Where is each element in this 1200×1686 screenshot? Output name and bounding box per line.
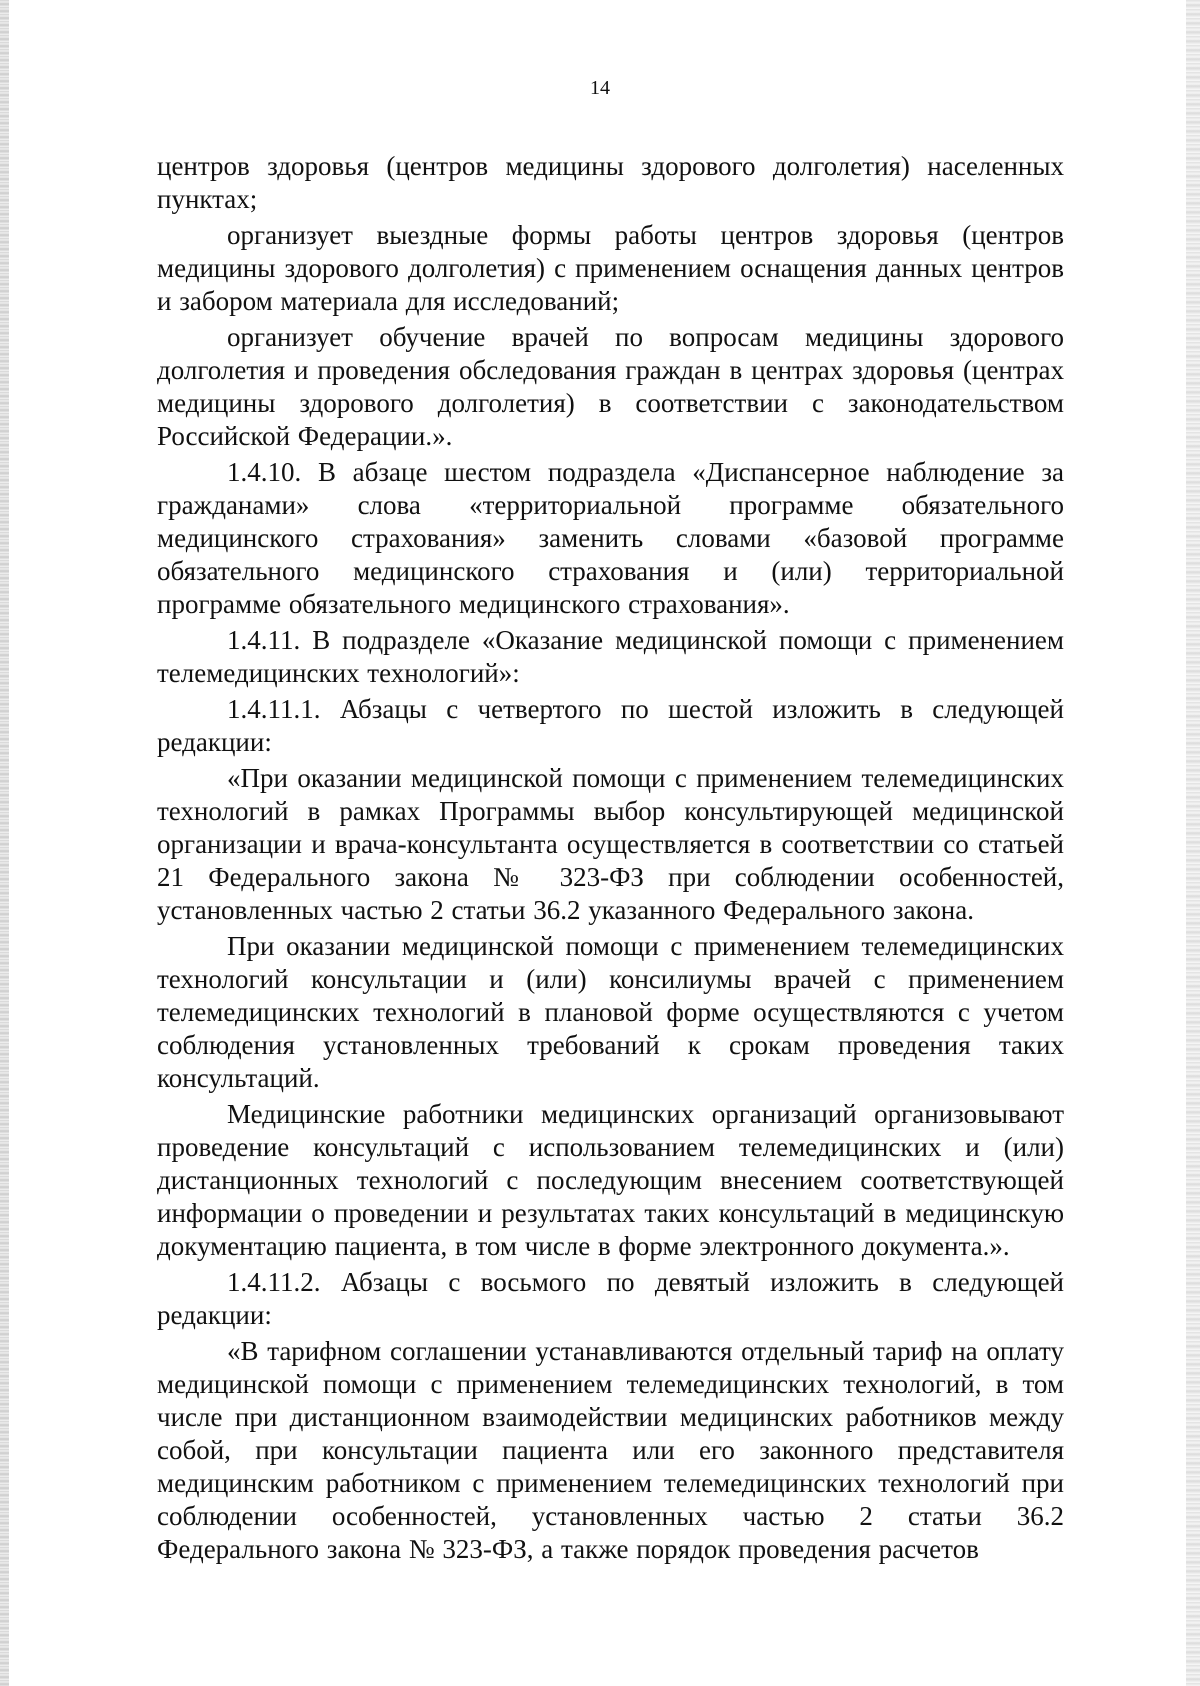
paragraph-1-4-11-1: 1.4.11.1. Абзацы с четвертого по шестой изложить в следующей редакции:	[157, 694, 1064, 757]
paragraph-doctor-training: организует обучение врачей по вопросам медицины здорового долголетия и проведения обследования граждан в центрах здоровья (центрах медицины здорового долголетия) в соответствии с законодательством Российской Федерации.».	[157, 322, 1064, 451]
paragraph-tariff-agreement: «В тарифном соглашении устанавливаются отдельный тариф на оплату медицинской помощи с применением телемедицинских технологий, в том числе при дистанционном взаимодействии медицинских работников между собой, при консультации пациента или его законного представителя медицинским работником с применением телемедицинских технологий при соблюдении особенностей, установленных частью 2 статьи 36.2 Федерального закона № 323-ФЗ, а также порядок проведения расчетов	[157, 1336, 1064, 1564]
paragraph-1-4-10: 1.4.10. В абзаце шестом подраздела «Диспансерное наблюдение за гражданами» слова «территориальной программе обязательного медицинского страхования» заменить словами «базовой программе обязательного медицинского страхования и (или) территориальной программе обязательного медицинского страхования».	[157, 457, 1064, 619]
paragraph-field-forms: организует выездные формы работы центров здоровья (центров медицины здорового долголетия) с применением оснащения данных центров и забором материала для исследований;	[157, 220, 1064, 316]
paragraph-medical-workers: Медицинские работники медицинских организаций организовывают проведение консультаций с использованием телемедицинских и (или) дистанционных технологий с последующим внесением соответствующей информации о проведении и результатах таких консультаций в медицинскую документацию пациента, в том числе в форме электронного документа.».	[157, 1099, 1064, 1261]
page-number: 14	[590, 77, 610, 99]
document-body	[157, 150, 1064, 1569]
paragraph-planned-consultations: При оказании медицинской помощи с применением телемедицинских технологий консультации и (или) консилиумы врачей с применением телемедицинских технологий в плановой форме осуществляются с учетом соблюдения установленных требований к срокам проведения таких консультаций.	[157, 931, 1064, 1093]
scan-edge-left	[0, 0, 9, 1686]
scan-edge-right	[1186, 0, 1200, 1686]
paragraph-1-4-11: 1.4.11. В подразделе «Оказание медицинской помощи с применением телемедицинских технологий»:	[157, 625, 1064, 688]
paragraph-1-4-11-2: 1.4.11.2. Абзацы с восьмого по девятый изложить в следующей редакции:	[157, 1267, 1064, 1330]
paragraph-consultant-choice: «При оказании медицинской помощи с применением телемедицинских технологий в рамках Программы выбор консультирующей медицинской организации и врача-консультанта осуществляется в соответствии со статьей 21 Федерального закона № 323-ФЗ при соблюдении особенностей, установленных частью 2 статьи 36.2 указанного Федерального закона.	[157, 763, 1064, 925]
paragraph-continuation: центров здоровья (центров медицины здорового долголетия) населенных пунктах;	[157, 151, 1064, 214]
